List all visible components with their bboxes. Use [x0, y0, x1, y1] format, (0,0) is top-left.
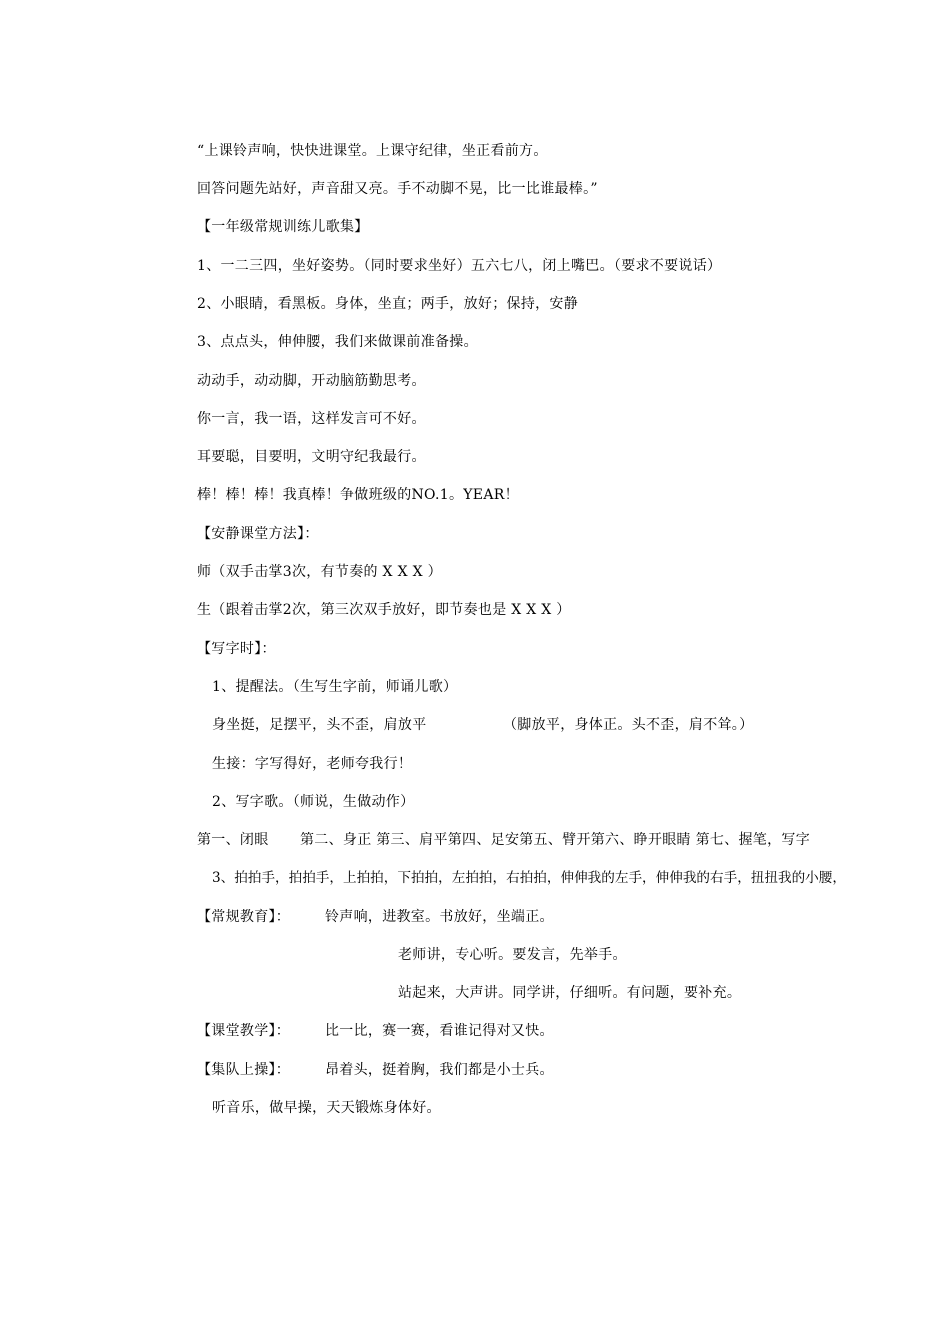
text-line: 生接：字写得好，老师夸我行！	[212, 756, 413, 772]
text-line: 动动手，动动脚，开动脑筋勤思考。	[197, 373, 426, 389]
text-line: （脚放平，身体正。头不歪，肩不耸。）	[503, 717, 754, 733]
text-line: 耳要聪，目要明，文明守纪我最行。	[197, 449, 426, 465]
section-heading: 【一年级常规训练儿歌集】	[197, 219, 369, 235]
text-line: 生（跟着击掌2次，第三次双手放好，即节奏也是 X X X ）	[197, 602, 571, 618]
text-line: 3、点点头，伸伸腰，我们来做课前准备操。	[197, 334, 478, 350]
section-heading: 【安静课堂方法】：	[197, 526, 319, 542]
text-line: “上课铃声响，快快进课堂。上课守纪律，坐正看前方。	[197, 143, 548, 159]
text-line: 老师讲，专心听。要发言，先举手。	[398, 947, 627, 963]
section-heading: 【集队上操】：	[197, 1062, 291, 1078]
text-line: 第一、闭眼	[197, 832, 269, 848]
text-line: 身坐挺，足摆平，头不歪，肩放平	[212, 717, 427, 733]
text-line: 第二、身正 第三、肩平第四、足安第五、臂开第六、睁开眼睛 第七、握笔，写字	[300, 832, 810, 848]
text-line: 站起来，大声讲。同学讲，仔细听。有问题，要补充。	[398, 985, 742, 1001]
text-line: 棒！棒！棒！我真棒！争做班级的NO.1。YEAR！	[197, 487, 519, 503]
text-line: 3、拍拍手，拍拍手，上拍拍，下拍拍，左拍拍，右拍拍，伸伸我的左手，伸伸我的右手，扭扭我的小腰，	[212, 870, 846, 886]
text-line: 你一言，我一语，这样发言可不好。	[197, 411, 426, 427]
text-line: 师（双手击掌3次，有节奏的 X X X ）	[197, 564, 442, 580]
text-line: 听音乐，做早操，天天锻炼身体好。	[212, 1100, 441, 1116]
section-heading: 【写字时】：	[197, 641, 276, 657]
text-line: 1、一二三四，坐好姿势。（同时要求坐好）五六七八，闭上嘴巴。（要求不要说话）	[197, 258, 722, 274]
text-line: 2、写字歌。（师说，生做动作）	[212, 794, 415, 810]
section-heading: 【课堂教学】：	[197, 1023, 291, 1039]
section-heading: 【常规教育】：	[197, 909, 291, 925]
text-line: 2、小眼睛，看黑板。身体，坐直；两手，放好；保持，安静	[197, 296, 579, 312]
text-line: 回答问题先站好，声音甜又亮。手不动脚不晃，比一比谁最棒。”	[197, 181, 598, 197]
text-line: 铃声响，进教室。书放好，坐端正。	[325, 909, 554, 925]
text-line: 昂着头，挺着胸，我们都是小士兵。	[325, 1062, 554, 1078]
text-line: 1、提醒法。（生写生字前，师诵儿歌）	[212, 679, 458, 695]
text-line: 比一比，赛一赛，看谁记得对又快。	[325, 1023, 554, 1039]
